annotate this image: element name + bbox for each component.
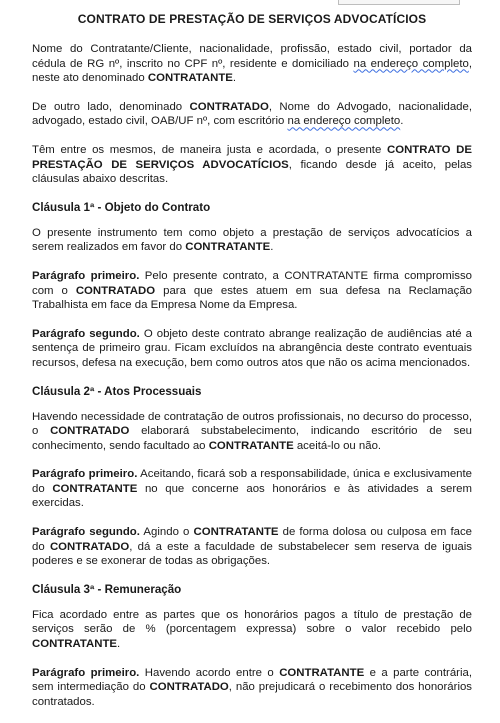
bold-term: CONTRATANTE xyxy=(52,482,138,495)
clause-2-paragraph-2 xyxy=(32,525,472,569)
document-page xyxy=(32,12,472,723)
text: Pelo presente contrato, a CONTRATANTE firma compromisso com o xyxy=(32,269,472,297)
clause-2-heading: Cláusula 2ª - Atos Processuais xyxy=(32,384,202,398)
text: , não prejudicará o recebimento dos honorários contratados. xyxy=(32,681,473,708)
paragraph-label: Parágrafo primeiro. xyxy=(32,468,138,481)
text: . xyxy=(232,72,237,85)
document-title: CONTRATO DE PRESTAÇÃO DE SERVIÇOS ADVOCATÍCIOS xyxy=(77,12,427,26)
text: para que estes atuem em sua defesa na Reclamação Trabalhista em face da Empresa Nome da Empresa. xyxy=(32,284,472,312)
paragraph-label: Parágrafo primeiro. xyxy=(32,666,140,679)
clause-3-body xyxy=(32,608,472,652)
bold-term: CONTRATADO xyxy=(149,681,229,694)
clause-1-paragraph-1 xyxy=(32,269,472,313)
clause-1-body xyxy=(32,226,472,255)
text: , dá a este a faculdade de substabelecer sem reserva de iguais poderes e se exonerar de todas as obrigações. xyxy=(32,540,472,568)
bold-term: CONTRATADO xyxy=(75,284,156,297)
text: , ficando desde já aceito, pelas cláusulas abaixo descritas. xyxy=(32,158,472,186)
clause-1-paragraph-2 xyxy=(32,327,472,371)
text: no que concerne aos honorários e às atividades a serem exercidas. xyxy=(32,482,472,510)
text: , neste ato denominado xyxy=(32,57,472,85)
bold-term: CONTRATADO xyxy=(49,540,130,553)
bold-term: CONTRATADO xyxy=(50,425,130,438)
text: elaborará substabelecimento, indicando escritório de seu conhecimento, sendo facultado ao xyxy=(32,425,472,452)
text: Fica acordado entre as partes que os honorários pagos a título de prestação de serviços serão de % (porcentagem expressa) sobre o valor recebido pelo xyxy=(32,608,472,636)
clause-1-heading: Cláusula 1ª - Objeto do Contrato xyxy=(32,200,211,214)
text: . xyxy=(117,638,121,651)
clause-2-paragraph-1 xyxy=(32,467,472,511)
bold-term: CONTRATADO xyxy=(189,100,269,113)
bold-term: CONTRATANTE xyxy=(185,241,271,254)
bold-term: CONTRATANTE xyxy=(208,439,294,452)
intro-paragraph-contratado xyxy=(32,100,472,129)
text: O presente instrumento tem como objeto a prestação de serviços advocatícios a serem realizados em favor do xyxy=(32,226,472,254)
paragraph-label: Parágrafo primeiro. xyxy=(32,269,140,282)
text: . xyxy=(400,115,404,128)
bold-term: CONTRATO DE PRESTAÇÃO DE SERVIÇOS ADVOCATÍCIOS xyxy=(32,143,472,171)
intro-paragraph-contratante xyxy=(32,42,472,86)
window-edge-tab xyxy=(338,0,460,5)
text: Nome do Contratante/Cliente, nacionalidade, profissão, estado civil, portador da cédula de RG nº, inscrito no CPF nº, residente e domiciliado xyxy=(32,43,472,70)
text: Aceitando, ficará sob a responsabilidade, única e exclusivamente do xyxy=(32,468,472,495)
text: Agindo o xyxy=(139,526,194,539)
paragraph-label: Parágrafo segundo. xyxy=(32,327,140,340)
clause-3-paragraph-1 xyxy=(32,666,472,710)
text: Havendo acordo entre o xyxy=(139,666,280,679)
bold-term: CONTRATANTE xyxy=(32,638,117,651)
spellcheck-underlined-text: na endereço completo xyxy=(353,57,469,70)
bold-term: CONTRATANTE xyxy=(279,666,365,679)
text: De outro lado, denominado xyxy=(32,100,190,113)
text: Têm entre os mesmos, de maneira justa e acordada, o presente xyxy=(32,143,387,156)
clause-3-heading: Cláusula 3ª - Remuneração xyxy=(32,582,182,596)
text: de forma dolosa ou culposa em face do xyxy=(32,526,473,553)
intro-paragraph-agreement xyxy=(32,143,472,187)
text: aceitá-lo ou não. xyxy=(293,439,382,452)
text: Havendo necessidade de contratação de outros profissionais, no decurso do processo, o xyxy=(32,410,472,438)
text: , Nome do Advogado, nacionalidade, advogado, estado civil, OAB/UF nº, com escritório xyxy=(32,100,472,128)
spellcheck-underlined-text: na endereço completo xyxy=(287,115,401,128)
text: e a parte contrária, sem intermediação do xyxy=(32,666,472,694)
bold-term: CONTRATANTE xyxy=(147,72,233,85)
bold-term: CONTRATANTE xyxy=(193,526,279,539)
text: . xyxy=(270,241,274,254)
text: O objeto deste contrato abrange realização de audiências até a sentença de primeiro grau. Ficam excluídos na abrangência deste contrato eventuais recursos, defesa na execução, bem como outros atos que não os acima mencionados. xyxy=(32,327,472,369)
clause-2-body xyxy=(32,410,472,454)
paragraph-label: Parágrafo segundo. xyxy=(32,526,140,539)
